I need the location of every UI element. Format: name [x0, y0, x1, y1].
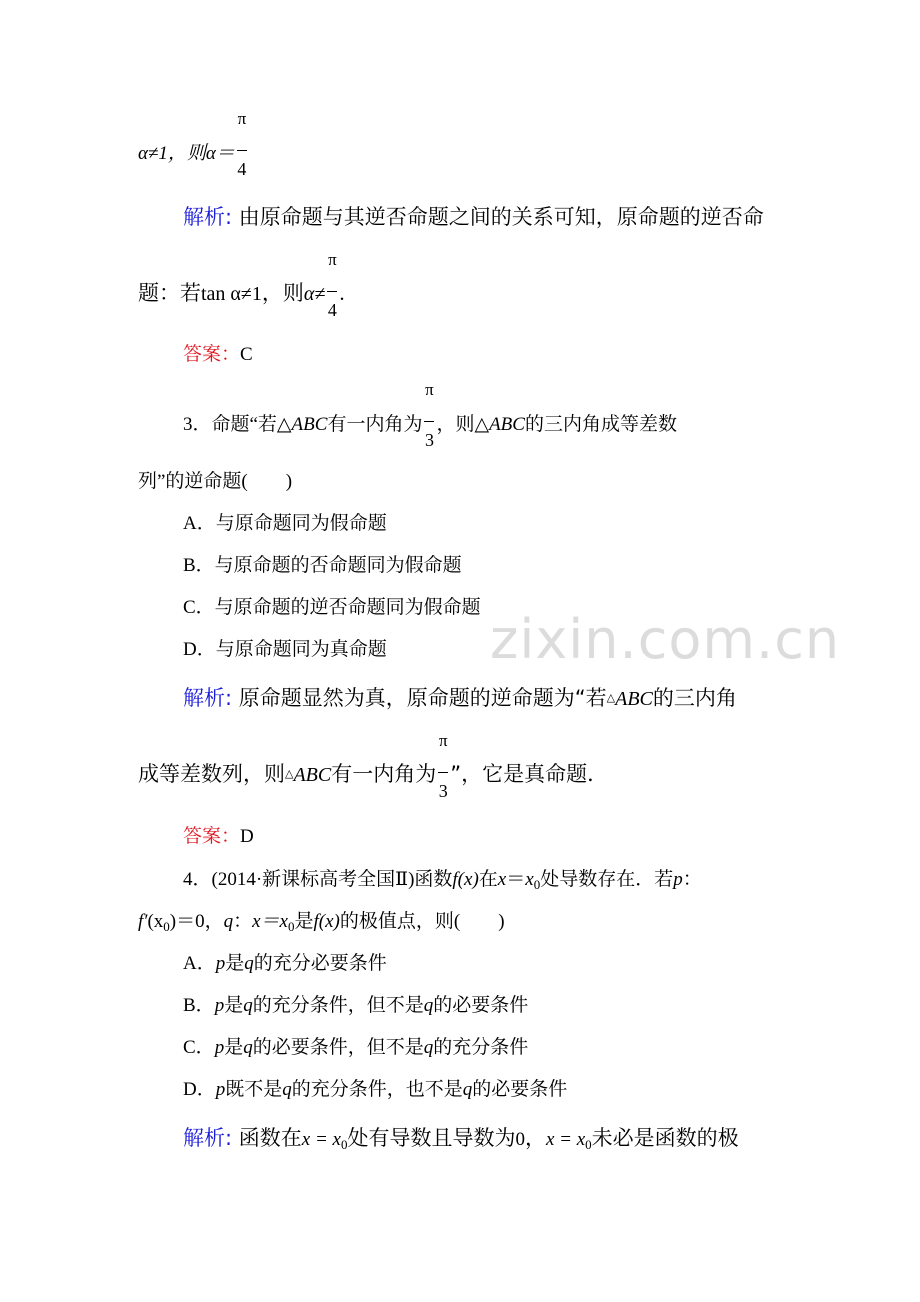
option-text: 的充分条件: [433, 1037, 529, 1058]
paren-x: (x: [147, 911, 164, 932]
q4-text-c: 处导数存在．若: [540, 869, 674, 890]
q3-answer: [183, 827, 254, 846]
var-p: p: [215, 953, 226, 974]
answer-value: D: [240, 826, 254, 847]
analysis-text-cont: 题：若: [138, 281, 201, 305]
var-q: q: [244, 953, 254, 974]
analysis-label: 解析:: [183, 1126, 233, 1150]
option-text: 的必要条件，但不是: [252, 1037, 424, 1058]
fx: f(x): [452, 869, 479, 890]
var-q: q: [282, 1079, 292, 1100]
subscript: 0: [287, 919, 295, 934]
eq-zero: )＝0，: [169, 911, 224, 932]
analysis-label: 解析:: [183, 205, 233, 229]
option-letter: B．: [183, 995, 215, 1016]
q4-text-a: 4．(2014·新课标高考全国Ⅱ)函数: [183, 869, 453, 890]
analysis-text: 函数在: [238, 1126, 302, 1150]
option-text: 的必要条件: [433, 995, 529, 1016]
var-x0: x: [525, 869, 534, 890]
line1-alpha: α＝: [205, 143, 235, 164]
x-eq-x0: x＝x: [252, 911, 288, 932]
value-zero: 0: [515, 1129, 525, 1150]
var-q: q: [423, 995, 434, 1016]
triangle-abc: ABC: [489, 414, 525, 435]
analysis-text-b: 处有导数且导数为: [347, 1126, 516, 1150]
option-text: 的充分条件，但不是: [252, 995, 424, 1016]
q3-option-a: [183, 514, 387, 533]
colon: ：: [682, 869, 702, 890]
triangle-symbol: △: [606, 691, 616, 704]
q4-text-end: 的极值点，则( ): [339, 911, 505, 932]
q4-text-b: 在: [478, 869, 498, 890]
var-q: q: [423, 1037, 434, 1058]
q3-text-b: 有一内角为: [327, 414, 423, 435]
q3-analysis-cont: [138, 731, 609, 801]
analysis-text-end: ”，它是真命题．: [450, 762, 609, 786]
option-letter: A．: [183, 953, 216, 974]
tan-expression: tan α≠1: [201, 283, 262, 305]
q3-option-d: [183, 640, 387, 659]
subscript: 0: [533, 877, 541, 892]
triangle-abc: ABC: [291, 414, 328, 435]
q4-option-c: [183, 1038, 528, 1057]
q4-option-d: [183, 1080, 567, 1099]
option-text: 是: [225, 953, 245, 974]
fx: f(x): [313, 911, 340, 932]
x-eq-x0: x = x: [301, 1129, 341, 1150]
fraction-pi-3: $\frac{\pi}{3}$: [438, 731, 448, 801]
option-text: 是: [224, 995, 244, 1016]
var-q: q: [462, 1079, 473, 1100]
q3-analysis: [183, 688, 737, 709]
analysis-text-then: ，则: [261, 281, 304, 305]
option-text: 是: [224, 1037, 244, 1058]
q3-text-d: 的三内角成等差数: [524, 414, 677, 435]
q3-stem: [183, 380, 677, 450]
q3-stem-cont: [138, 472, 292, 491]
q4-stem: [183, 870, 702, 891]
analysis-text-b: 的三内角: [652, 686, 737, 710]
option-text: 的必要条件: [472, 1079, 568, 1100]
q4-option-b: [183, 996, 528, 1015]
var-q: q: [243, 1037, 253, 1058]
triangle-symbol: △: [285, 767, 294, 780]
option-text: 的充分必要条件: [253, 953, 387, 974]
var-p: p: [214, 1037, 225, 1058]
option-letter: C．: [183, 1037, 215, 1058]
colon: ：: [233, 911, 253, 932]
var-q: q: [223, 911, 234, 932]
equals: ＝: [506, 869, 526, 890]
analysis-text: 原命题显然为真，原命题的逆命题为“若: [238, 686, 607, 710]
x-eq-x0: x = x: [545, 1129, 586, 1150]
var-q: q: [243, 995, 253, 1016]
f-prime: f′: [138, 911, 148, 932]
var-x: x: [497, 869, 507, 890]
q2-answer: [183, 345, 253, 364]
period: .: [339, 281, 345, 305]
option-text: C．与原命题的逆否命题同为假命题: [183, 597, 481, 618]
option-letter: D．: [183, 1079, 216, 1100]
q4-option-a: [183, 954, 387, 973]
var-p: p: [214, 995, 225, 1016]
subscript: 0: [340, 1137, 348, 1152]
answer-label: 答案：: [183, 344, 241, 365]
prev-answer-line: [138, 109, 249, 179]
q4-analysis: [183, 1128, 739, 1151]
subscript: 0: [585, 1137, 592, 1152]
option-text: A．与原命题同为假命题: [183, 513, 387, 534]
fraction-pi-3: $\frac{\pi}{3}$: [424, 380, 434, 450]
triangle-abc: ABC: [615, 688, 653, 710]
analysis-text-angle: 有一内角为: [331, 762, 437, 786]
q3-text-c: ，则△: [436, 414, 490, 435]
q4-text-is: 是: [294, 911, 314, 932]
var-p: p: [673, 869, 683, 890]
q2-analysis-cont: [138, 250, 345, 320]
answer-value: C: [240, 344, 253, 365]
triangle-abc: ABC: [293, 764, 332, 786]
subscript: 0: [163, 919, 170, 934]
alpha-neq: α≠: [303, 283, 326, 305]
option-text: 的充分条件，也不是: [291, 1079, 463, 1100]
q4-stem-cont: [138, 912, 505, 933]
comma: ，: [524, 1126, 546, 1150]
watermark: zixin.com.cn: [490, 608, 841, 671]
q3-option-c: [183, 598, 481, 617]
q3-text-a: 3．命题“若△: [183, 414, 292, 435]
analysis-text-c: 未必是函数的极: [591, 1126, 739, 1150]
analysis-label: 解析:: [183, 686, 233, 710]
answer-label: 答案：: [183, 826, 241, 847]
analysis-text: 由原命题与其逆否命题之间的关系可知，原命题的逆否命: [238, 205, 764, 229]
q3-option-b: [183, 556, 462, 575]
option-text: D．与原命题同为真命题: [183, 639, 387, 660]
q2-analysis: [183, 207, 764, 228]
fraction-pi-4: $\frac{\pi}{4}$: [237, 109, 247, 179]
var-p: p: [215, 1079, 226, 1100]
q3-text-cont: 列”的逆命题( ): [138, 471, 293, 492]
line1-text: α≠1，则: [138, 143, 206, 164]
analysis-text-cont: 成等差数列，则: [138, 762, 285, 786]
option-text: 既不是: [225, 1079, 283, 1100]
fraction-pi-4: $\frac{\pi}{4}$: [327, 250, 337, 320]
option-text: B．与原命题的否命题同为假命题: [183, 555, 462, 576]
